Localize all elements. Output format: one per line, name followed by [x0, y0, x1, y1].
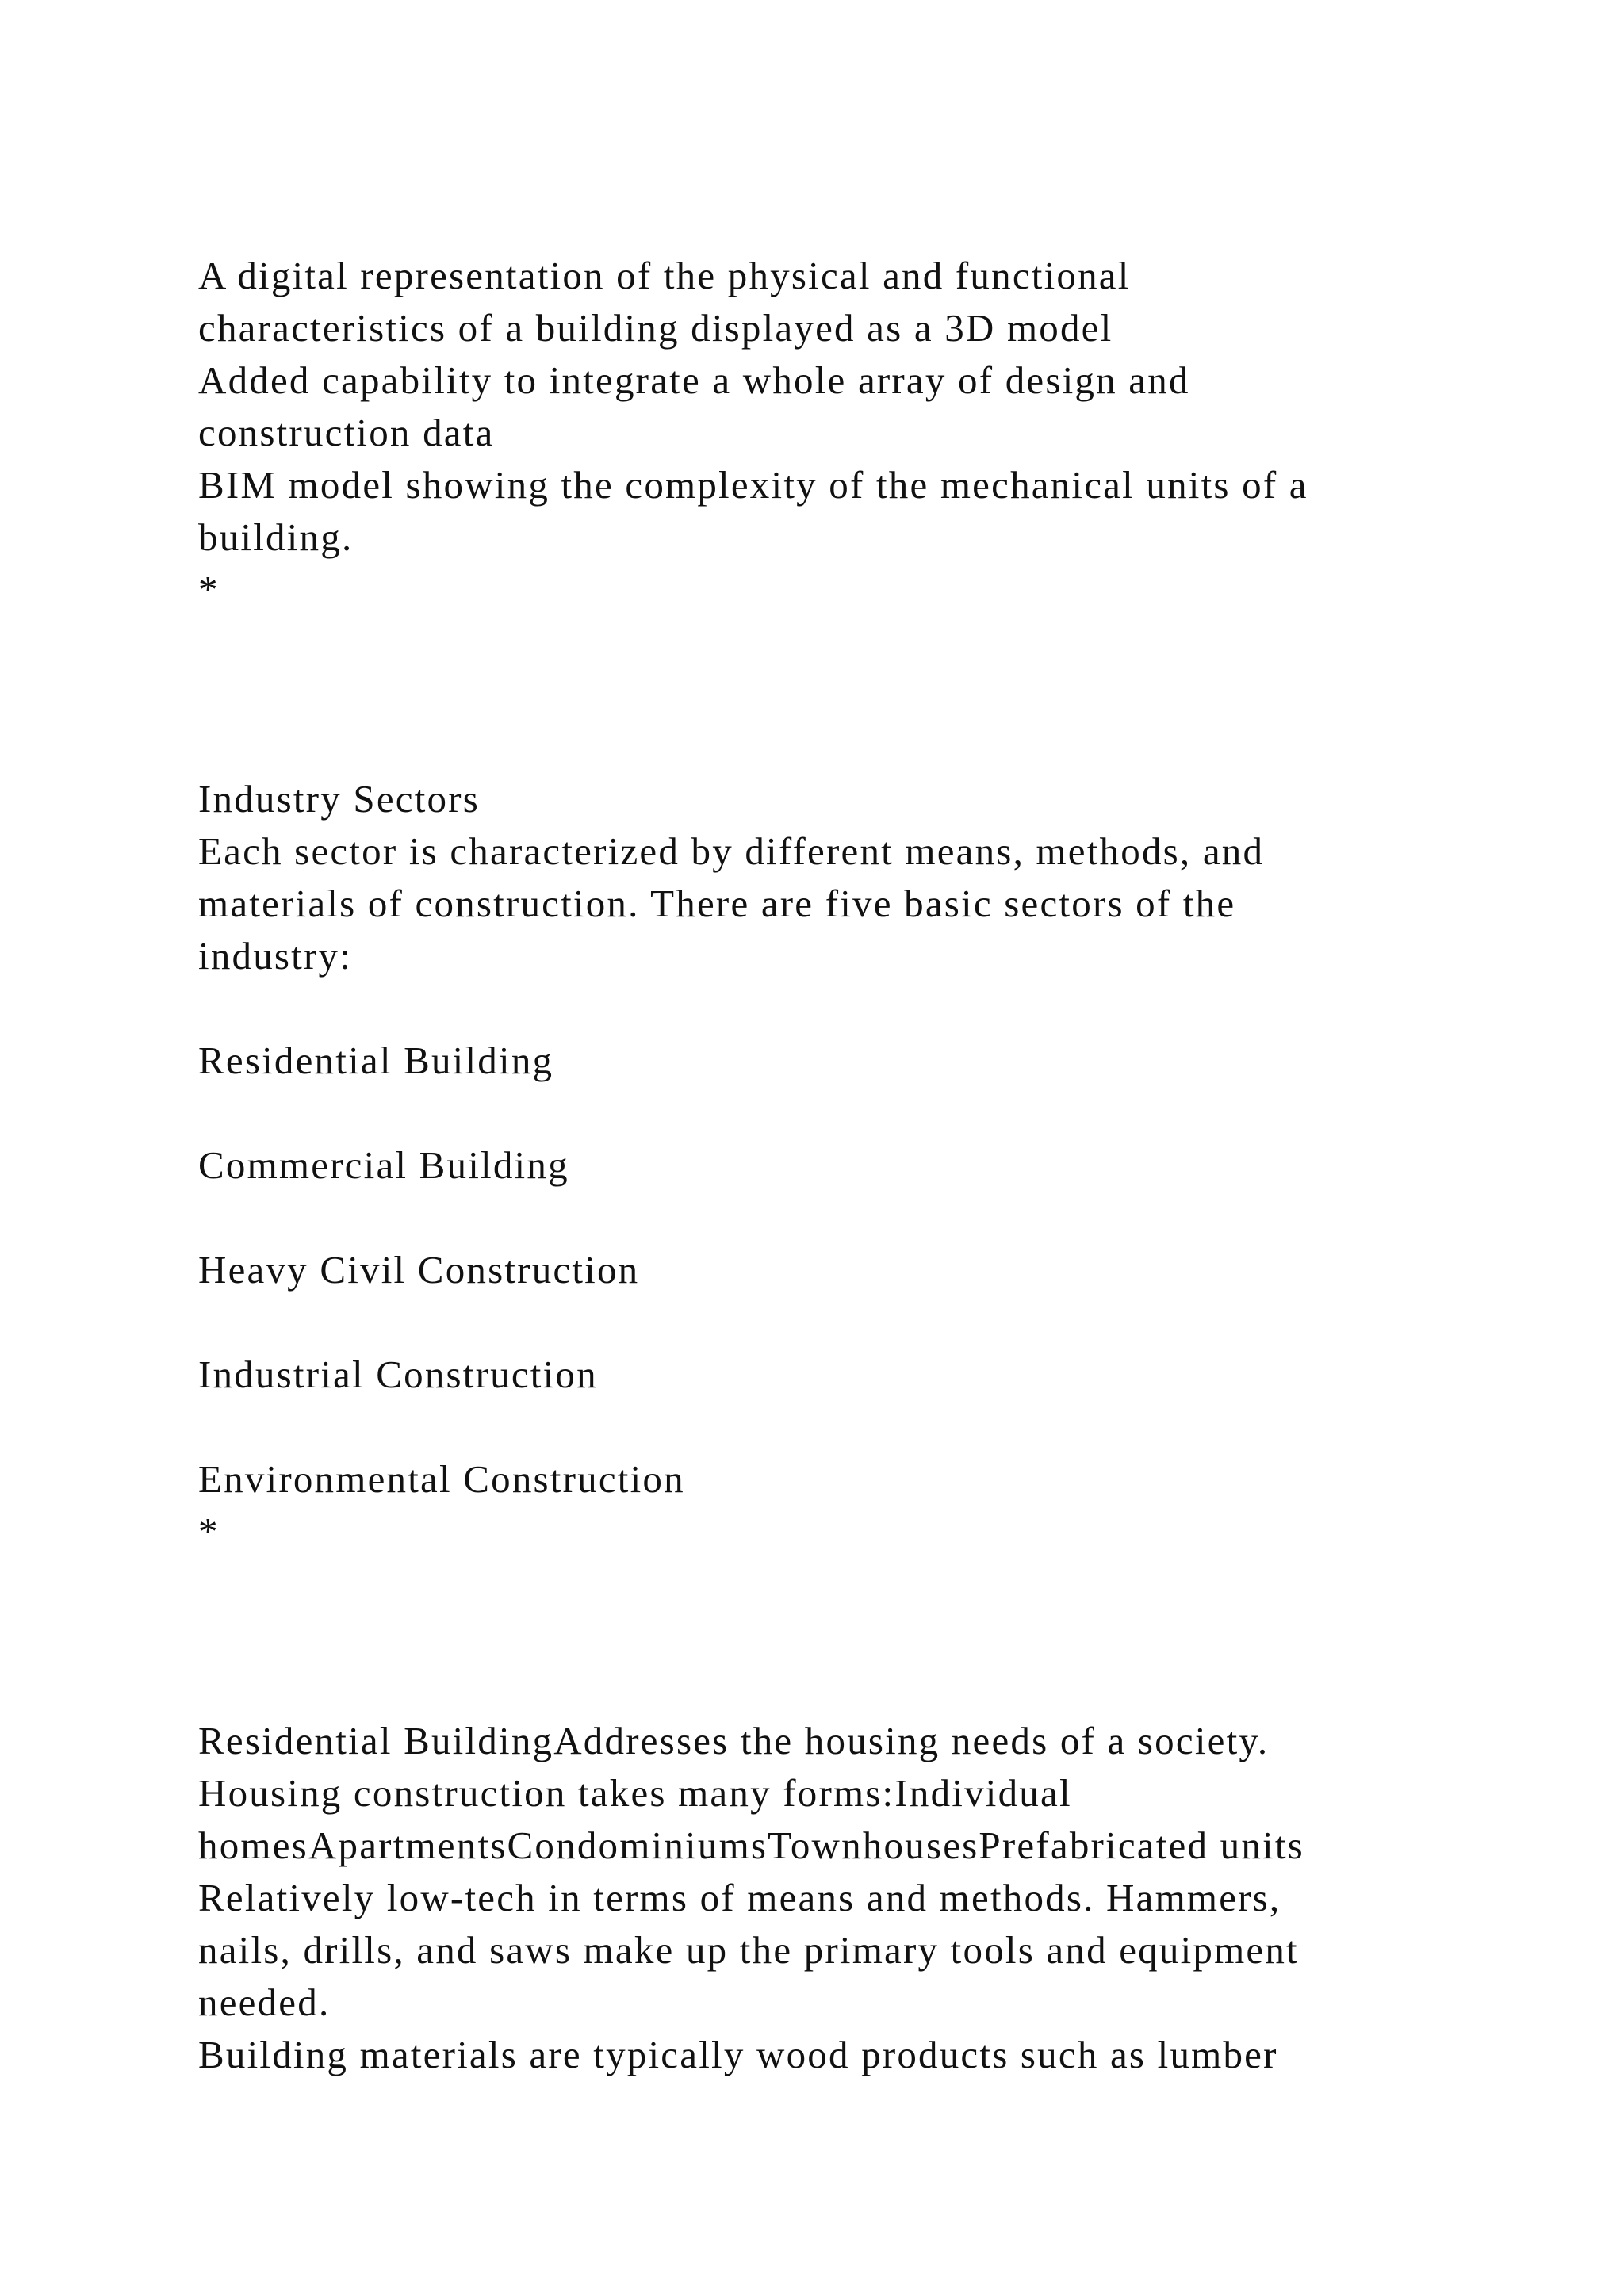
paragraph-line: A digital representation of the physical and functional [198, 254, 1131, 297]
paragraph-line: Added capability to integrate a whole array of design and [198, 358, 1190, 402]
paragraph-line: Residential BuildingAddresses the housing needs of a society. [198, 1719, 1270, 1762]
sector-item: Industrial Construction [198, 1353, 598, 1396]
section-heading: Industry Sectors [198, 777, 481, 821]
paragraph-line: industry: [198, 934, 353, 978]
paragraph-line: needed. [198, 1980, 331, 2024]
sector-item: Residential Building [198, 1039, 554, 1082]
paragraph-line: Building materials are typically wood products such as lumber [198, 2033, 1278, 2076]
paragraph-line: building. [198, 515, 354, 559]
paragraph-line: characteristics of a building displayed as a 3D model [198, 306, 1113, 350]
sector-item: Heavy Civil Construction [198, 1248, 640, 1292]
sector-item: Commercial Building [198, 1143, 569, 1187]
slide-separator: * [198, 568, 220, 611]
paragraph-line: Relatively low-tech in terms of means and methods. Hammers, [198, 1876, 1281, 1919]
paragraph-line: nails, drills, and saws make up the primary tools and equipment [198, 1928, 1299, 1972]
paragraph-line: BIM model showing the complexity of the mechanical units of a [198, 463, 1308, 507]
paragraph-line: Housing construction takes many forms:Individual [198, 1771, 1072, 1815]
paragraph-line: Each sector is characterized by different means, methods, and [198, 829, 1265, 873]
sector-item: Environmental Construction [198, 1457, 685, 1501]
paragraph-line: materials of construction. There are five basic sectors of the [198, 882, 1236, 925]
slide-separator: * [198, 1510, 220, 1553]
paragraph-line: construction data [198, 411, 495, 454]
paragraph-line: homesApartmentsCondominiumsTownhousesPrefabricated units [198, 1823, 1304, 1867]
